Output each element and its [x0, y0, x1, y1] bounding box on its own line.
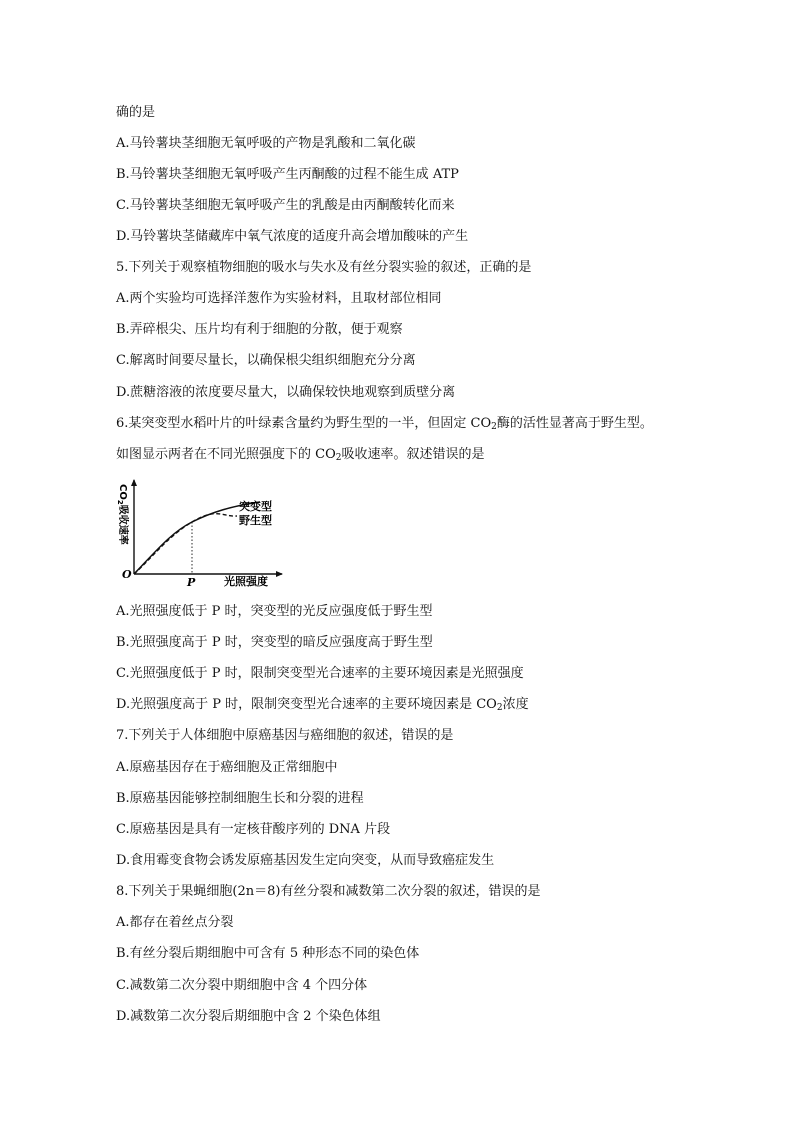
wild-type-curve: [134, 514, 237, 574]
option-a: A.原癌基因存在于癌细胞及正常细胞中: [116, 760, 338, 775]
option-b: B.弄碎根尖、压片均有利于细胞的分散，便于观察: [116, 322, 403, 337]
co2-absorption-figure: [112, 472, 292, 590]
wild-type-label: 野生型: [239, 514, 272, 527]
option-c: C.原癌基因是具有一定核苷酸序列的 DNA 片段: [116, 822, 391, 837]
figure-svg: [112, 472, 292, 590]
option-d: D.光照强度高于 P 时，限制突变型光合速率的主要环境因素是 $CO_2$浓度: [116, 697, 529, 713]
option-c: C.减数第二次分裂中期细胞中含 4 个四分体: [116, 978, 368, 993]
option-d: D.食用霉变食物会诱发原癌基因发生定向突变，从而导致癌症发生: [116, 853, 495, 868]
option-b: B.马铃薯块茎细胞无氧呼吸产生丙酮酸的过程不能生成 ATP: [116, 167, 459, 182]
option-c: C.光照强度低于 P 时，限制突变型光合速率的主要环境因素是光照强度: [116, 666, 524, 681]
mutant-label: 突变型: [239, 500, 272, 513]
option-a: A.马铃薯块茎细胞无氧呼吸的产物是乳酸和二氧化碳: [116, 136, 416, 151]
option-b: B.光照强度高于 P 时，突变型的暗反应强度高于野生型: [116, 635, 433, 650]
x-axis-label: 光照强度: [224, 575, 268, 588]
option-a: A.两个实验均可选择洋葱作为实验材料，且取材部位相同: [116, 291, 442, 306]
question-6-line-2: 如图显示两者在不同光照强度下的 $CO_2$吸收速率。叙述错误的是: [116, 447, 485, 463]
question-5: 5.下列关于观察植物细胞的吸水与失水及有丝分裂实验的叙述，正确的是: [116, 260, 532, 275]
option-c: C.马铃薯块茎细胞无氧呼吸产生的乳酸是由丙酮酸转化而来: [116, 198, 455, 213]
option-d: D.减数第二次分裂后期细胞中含 2 个染色体组: [116, 1009, 381, 1024]
origin-label: O: [122, 568, 132, 581]
y-axis-label: $CO_2$吸收速率: [116, 484, 128, 545]
question-6-line-1: 6.某突变型水稻叶片的叶绿素含量约为野生型的一半，但固定 $CO_2$酶的活性显著高于野生型。: [116, 416, 653, 432]
option-d: D.马铃薯块茎储藏库中氧气浓度的适度升高会增加酸味的产生: [116, 229, 469, 244]
p-label: P: [187, 576, 196, 589]
option-d: D.蔗糖溶液的浓度要尽量大，以确保较快地观察到质壁分离: [116, 385, 456, 400]
option-b: B.原癌基因能够控制细胞生长和分裂的进程: [116, 791, 364, 806]
option-a: A.都存在着丝点分裂: [116, 915, 234, 930]
option-c: C.解离时间要尽量长，以确保根尖组织细胞充分分离: [116, 353, 416, 368]
text-line: 确的是: [116, 105, 156, 120]
option-a: A.光照强度低于 P 时，突变型的光反应强度低于野生型: [116, 604, 433, 619]
option-b: B.有丝分裂后期细胞中可含有 5 种形态不同的染色体: [116, 946, 420, 961]
question-7: 7.下列关于人体细胞中原癌基因与癌细胞的叙述，错误的是: [116, 728, 454, 743]
question-8: 8.下列关于果蝇细胞(2n＝8)有丝分裂和减数第二次分裂的叙述，错误的是: [116, 884, 541, 899]
